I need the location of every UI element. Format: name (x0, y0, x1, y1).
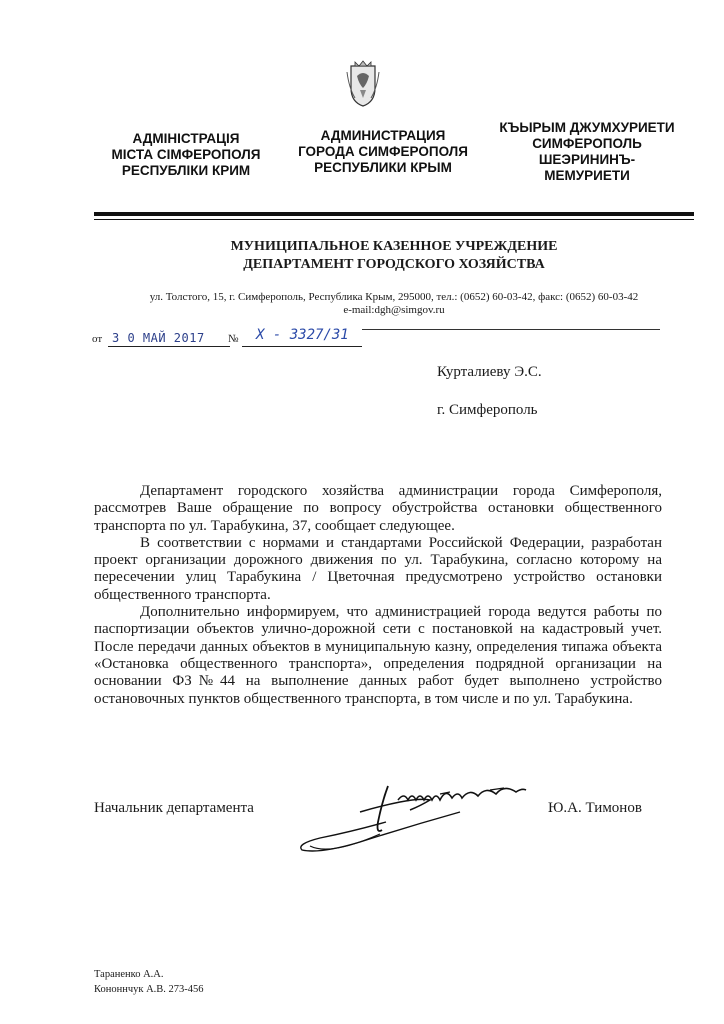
header-center-line: РЕСПУБЛИКИ КРЫМ (314, 160, 452, 175)
signature-position: Начальник департамента (94, 800, 254, 816)
header-center-line: ГОРОДА СИМФЕРОПОЛЯ (298, 144, 468, 159)
header-russian (283, 128, 483, 176)
header-divider-thick (94, 212, 694, 216)
registration-line (88, 327, 388, 350)
body-paragraph-2: В соответствии с нормами и стандартами Российской Федерации, разработан проект организации дорожного движения по ул. Тарабукина, согласно которому на пересечении улиц Тарабукина / Цветочная предусмотрено устройство остановки общественного транспорта. (94, 534, 662, 603)
date-stamp: 3 0 МАЙ 2017 (112, 331, 205, 345)
number-underline (242, 346, 362, 347)
from-label: от (92, 333, 103, 345)
org-email: e-mail:dgh@simgov.ru (343, 304, 445, 316)
letter-body (94, 483, 662, 708)
registration-rule (362, 329, 660, 330)
header-ukrainian (86, 131, 286, 179)
signature-name: Ю.А. Тимонов (548, 800, 642, 816)
executor-2: Кононнчук А.В. 273-456 (94, 984, 204, 995)
header-right-line: МЕМУРИЕТИ (544, 168, 630, 183)
recipient-name: Курталиеву Э.С. (437, 364, 542, 380)
recipient-city: г. Симферополь (437, 402, 538, 418)
handwritten-signature (290, 772, 550, 862)
header-left-line: РЕСПУБЛІКИ КРИМ (121, 163, 251, 178)
org-address: ул. Толстого, 15, г. Симферополь, Республика Крым, 295000, тел.: (0652) 60-03-42, факс: (0652) 60-03-42 (149, 291, 639, 303)
header-crimean-tatar (482, 120, 692, 184)
org-name-line1: МУНИЦИПАЛЬНОЕ КАЗЕННОЕ УЧРЕЖДЕНИЕ (230, 239, 558, 254)
executor-1: Тараненко А.А. (94, 969, 164, 980)
header-left-line: АДМІНІСТРАЦІЯ (132, 131, 240, 146)
coat-of-arms-emblem (345, 58, 381, 108)
header-right-line: ШЕЭРИНИНЪ- (538, 152, 636, 167)
body-paragraph-3: Дополнительно информируем, что администрацией города ведутся работы по паспортизации объектов улично-дорожной сети с постановкой на кадастровый учет. После передачи данных объектов в муниципальную казну, определения типажа объекта «Остановка общественного транспорта», определения подрядной организации на основании ФЗ№44 на выполнение данных работ будет выполнено устройство остановочных пунктов общественного транспорта, в том числе и по ул. Тарабукина. (94, 604, 662, 707)
number-label: № (228, 333, 239, 345)
header-left-line: МІСТА СІМФЕРОПОЛЯ (111, 147, 261, 162)
header-divider-thin (94, 219, 694, 220)
header-right-line: СИМФЕРОПОЛЬ (532, 136, 642, 151)
date-underline (108, 346, 230, 347)
body-paragraph-1: Департамент городского хозяйства администрации города Симферополя, рассмотрев Ваше обращение по вопросу обустройства остановки общественного транспорта по ул. Тарабукина, 37, сообщает следующее. (94, 483, 662, 534)
org-name-line2: ДЕПАРТАМЕНТ ГОРОДСКОГО ХОЗЯЙСТВА (243, 257, 545, 272)
header-center-line: АДМИНИСТРАЦИЯ (320, 128, 446, 143)
header-right-line: КЪЫРЫМ ДЖУМХУРИЕТИ (499, 120, 675, 135)
number-handwritten: Х - 3327/31 (256, 327, 349, 343)
